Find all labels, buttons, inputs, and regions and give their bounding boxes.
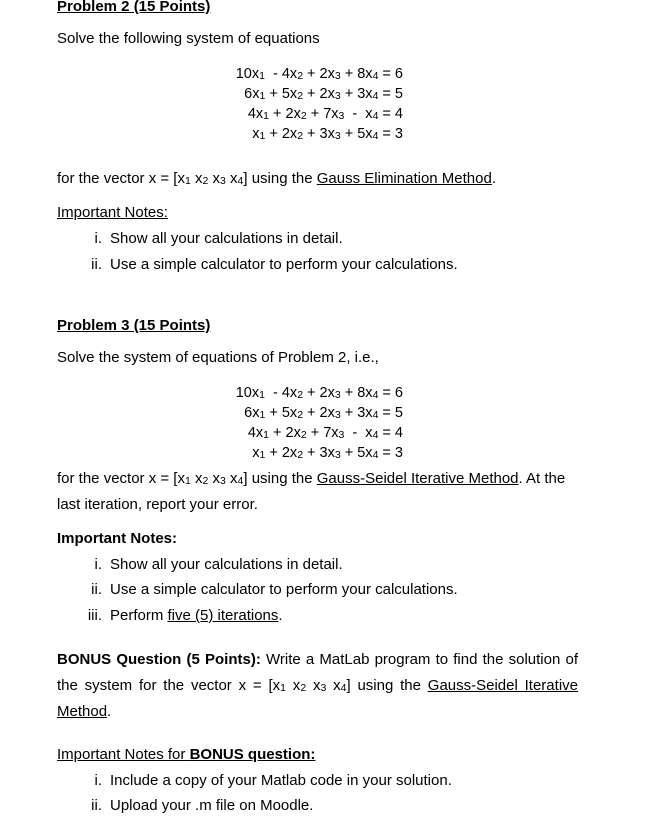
note-text: Show all your calculations in detail.: [110, 230, 343, 247]
equation-term: + 8x: [340, 385, 373, 401]
problem-2-equations: [236, 65, 403, 145]
equation-term: + 2x: [268, 106, 301, 122]
note-number: i.: [94, 772, 102, 789]
problem-3-error-line: last iteration, report your error.: [57, 496, 258, 513]
subscript: 3: [220, 475, 226, 487]
subscript: 4: [372, 130, 379, 142]
subscript: 1: [259, 449, 266, 461]
subscript: 2: [297, 409, 304, 421]
subscript: 3: [334, 389, 341, 401]
note-number: ii.: [91, 581, 102, 598]
equation-term: - x: [344, 425, 373, 441]
equation-term: + 5x: [340, 126, 373, 142]
equation-term: - x: [344, 106, 373, 122]
subscript: 4: [340, 682, 347, 694]
subscript: 2: [297, 389, 304, 401]
bonus-text: Write a MatLab program to find the solution of: [260, 651, 578, 668]
equation-term: = 3: [378, 126, 403, 142]
bonus-text: .: [107, 703, 112, 720]
bonus-method-end: Method: [57, 703, 108, 720]
equation-term: + 2x: [303, 86, 335, 102]
subscript: 2: [300, 429, 307, 441]
equation-term: 4x: [247, 425, 264, 441]
subscript: 1: [259, 389, 265, 401]
note-item: [80, 556, 343, 574]
equation-term: 10x: [235, 66, 260, 82]
subscript: 3: [338, 110, 345, 122]
method-name: Gauss-Seidel Iterative Method: [316, 470, 519, 487]
subscript: 1: [263, 110, 269, 122]
equation-term: 6x: [244, 86, 260, 102]
equation-term: + 2x: [265, 445, 298, 461]
equation-term: + 5x: [265, 86, 298, 102]
bonus-method: Gauss-Seidel Iterative: [427, 677, 578, 694]
bonus-notes-heading: [57, 746, 315, 764]
vector-text-pre: for the vector x = [x: [57, 170, 185, 187]
equation-term: + 2x: [303, 385, 335, 401]
equation-term: - 4x: [264, 385, 298, 401]
subscript: 3: [334, 409, 341, 421]
equation-row: [236, 384, 403, 404]
vector-x3: x3: [212, 470, 226, 487]
vector-text-mid: ] using the: [243, 170, 317, 187]
subscript: 4: [372, 90, 379, 102]
note-text-end: .: [278, 607, 283, 624]
problem-3-equations: [236, 384, 403, 464]
subscript: 4: [372, 449, 379, 461]
problem-3-heading: Problem 3 (15 Points): [57, 317, 211, 334]
note-number: iii.: [87, 607, 102, 624]
problem-2-intro: Solve the following system of equations: [57, 30, 320, 47]
equation-row: [236, 85, 403, 105]
vector-text-post: . At the: [518, 470, 566, 487]
vector-x4: x4: [230, 170, 244, 187]
note-item: [80, 607, 283, 625]
bonus-line-1: [57, 651, 578, 669]
subscript: 4: [372, 70, 379, 82]
bonus-line-2-text: the system for the vector x = [x1 x2 x3 x4] using the Gauss-Seidel Iterative: [57, 677, 578, 694]
subscript: 4: [237, 175, 244, 187]
equation-term: = 5: [378, 86, 403, 102]
equation-term: = 4: [378, 106, 403, 122]
subscript: 3: [334, 90, 341, 102]
equation-term: + 3x: [303, 445, 335, 461]
subscript: 2: [300, 110, 307, 122]
vector-text-post: .: [491, 170, 497, 187]
subscript: 1: [184, 175, 191, 187]
problem-3-notes-heading: Important Notes:: [57, 530, 177, 547]
subscript: 1: [259, 130, 266, 142]
vector-x2: x2: [194, 470, 209, 487]
equation-term: + 8x: [340, 66, 373, 82]
problem-2-notes-heading: Important Notes:: [57, 204, 168, 221]
equation-row: [236, 444, 403, 464]
equation-term: + 3x: [340, 86, 373, 102]
subscript: 3: [334, 70, 341, 82]
vector-x2: x2: [194, 170, 209, 187]
equation-term: = 5: [378, 405, 403, 421]
equation-term: 10x: [235, 385, 260, 401]
equation-term: + 3x: [303, 126, 335, 142]
bonus-text: the system for the vector x = [x: [57, 677, 281, 694]
problem-3-intro: Solve the system of equations of Problem 2, i.e.,: [57, 349, 379, 366]
subscript: 2: [300, 682, 307, 694]
bonus-text: ] using the: [346, 677, 428, 694]
subscript: 1: [259, 70, 265, 82]
subscript: 3: [338, 429, 345, 441]
subscript: 3: [320, 682, 327, 694]
bonus-line-3: [57, 703, 111, 721]
equation-term: + 5x: [340, 445, 373, 461]
note-item: [80, 230, 343, 248]
equation-term: + 2x: [303, 66, 335, 82]
equation-term: 4x: [247, 106, 264, 122]
problem-2-vector-line: [57, 170, 496, 190]
subscript: 2: [202, 175, 209, 187]
subscript: 3: [220, 175, 226, 187]
note-text: Perform: [110, 607, 168, 624]
subscript: 4: [372, 429, 379, 441]
subscript: 1: [280, 682, 286, 694]
problem-2-heading: Problem 2 (15 Points): [57, 0, 211, 15]
equation-term: - 4x: [264, 66, 298, 82]
subscript: 4: [372, 409, 379, 421]
subscript: 1: [259, 409, 266, 421]
note-item: [80, 772, 452, 790]
bonus-line-1-text: [57, 651, 578, 669]
equation-term: x: [252, 126, 260, 142]
subscript: 1: [263, 429, 269, 441]
note-text: Include a copy of your Matlab code in your solution.: [110, 772, 452, 789]
subscript: 2: [297, 90, 304, 102]
note-emphasis: five (5) iterations: [167, 607, 279, 624]
method-name: Gauss Elimination Method: [316, 170, 492, 187]
equation-term: = 3: [378, 445, 403, 461]
note-number: ii.: [91, 256, 102, 273]
subscript: 1: [259, 90, 266, 102]
subscript: 2: [297, 130, 304, 142]
note-number: i.: [94, 230, 102, 247]
subscript: 1: [184, 475, 191, 487]
problem-3-vector-line: [57, 470, 565, 490]
equation-term: + 7x: [306, 425, 339, 441]
bonus-line-2: [57, 677, 578, 697]
note-number: ii.: [91, 797, 102, 814]
equation-term: = 4: [378, 425, 403, 441]
bonus-label: BONUS Question (5 Points):: [57, 651, 261, 668]
subscript: 2: [202, 475, 209, 487]
vector-text-pre: for the vector x = [x: [57, 470, 185, 487]
vector-text-mid: ] using the: [243, 470, 317, 487]
equation-row: [236, 125, 403, 145]
note-text: Show all your calculations in detail.: [110, 556, 343, 573]
equation-row: [236, 105, 403, 125]
note-item: [80, 581, 458, 599]
subscript: 4: [372, 389, 379, 401]
note-number: i.: [94, 556, 102, 573]
equation-term: + 3x: [340, 405, 373, 421]
note-text: Use a simple calculator to perform your calculations.: [110, 256, 458, 273]
vector-x4: x4: [230, 470, 244, 487]
equation-row: [236, 404, 403, 424]
equation-row: [236, 65, 403, 85]
vector-x3: x3: [212, 170, 226, 187]
subscript: 2: [297, 70, 304, 82]
bonus-notes-heading-text: Important Notes for: [57, 746, 190, 763]
note-text: Upload your .m file on Moodle.: [110, 797, 314, 814]
note-item: [80, 797, 313, 815]
subscript: 4: [372, 110, 379, 122]
equation-term: + 2x: [268, 425, 301, 441]
note-item: [80, 256, 458, 274]
equation-term: = 6: [378, 66, 403, 82]
subscript: 2: [297, 449, 304, 461]
equation-term: x: [252, 445, 260, 461]
subscript: 4: [237, 475, 244, 487]
equation-term: = 6: [378, 385, 403, 401]
equation-term: 6x: [244, 405, 260, 421]
equation-term: + 2x: [265, 126, 298, 142]
equation-term: + 5x: [265, 405, 298, 421]
bonus-notes-heading-bold: BONUS question:: [189, 746, 316, 763]
equation-term: + 2x: [303, 405, 335, 421]
equation-row: [236, 424, 403, 444]
equation-term: + 7x: [306, 106, 339, 122]
note-text: Use a simple calculator to perform your calculations.: [110, 581, 458, 598]
subscript: 3: [334, 449, 341, 461]
subscript: 3: [334, 130, 341, 142]
